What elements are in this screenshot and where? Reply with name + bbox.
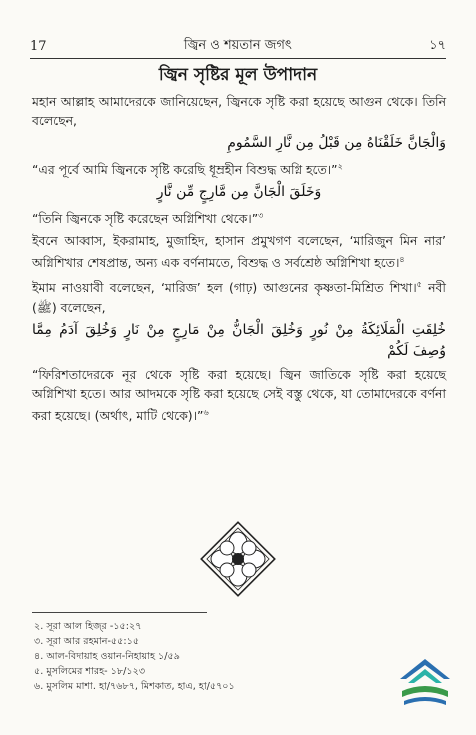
footnotes [34,619,356,694]
translation-2-text: “তিনি জ্বিনকে সৃষ্টি করেছেন অগ্নিশিখা থেকে।” [32,211,259,227]
body-text [32,92,446,428]
footnote-ref-5: ৫ [416,280,422,290]
page-number-left: 17 [30,38,47,54]
arabic-hadith: خُلِقَتِ الْمَلَائِكَةُ مِنْ نُورٍ وَخُلِقَ الْجَانُّ مِنْ مَارِجٍ مِنْ نَارٍ وَخُلِقَ آدَمُ مِمَّا وُصِفَ لَكُمْ [32,321,446,359]
translation-1 [32,157,446,179]
page-number-right: ১৭ [429,37,446,53]
footnote-5: ৫. মুসলিমের শারহ- ১৮/১২৩ [34,666,146,677]
paragraph-intro: মহান আল্লাহ আমাদেরকে জানিয়েছেন, জ্বিনকে সৃষ্টি করা হয়েছে আগুন থেকে। তিনি বলেছেন, [32,94,446,128]
translation-hadith-text: “ফিরিশতাদেরকে নূর থেকে সৃষ্টি করা হয়েছে। জ্বিন জাতিকে সৃষ্টি করা হয়েছে অগ্নিশিখা হতে। আর আদমকে সৃষ্টি করা হয়েছে সেই বস্তু থেকে, যা তোমাদেরকে বর্ণনা করা হয়েছে। (অর্থাৎ, মাটি থেকে)।” [32,366,446,423]
arabic-verse-2: وَخَلَقَ الْجَانَّ مِن مَّارِجٍ مِّن نَّارٍ [156,184,322,201]
header-divider [30,58,446,59]
running-title: জ্বিন ও শয়তান জগৎ [183,37,292,53]
translation-2 [32,206,446,228]
paragraph-nawawi-text: ইমাম নাওয়াবী বলেছেন, ‘মারিজ’ হল (গাঢ়) আগুনের কৃষ্ণতা-মিশ্রিত শিখা। [32,280,417,296]
footnote-ref-4: ৪ [399,255,405,265]
page-header [30,36,446,56]
footnote-ref-3: ৩ [258,211,264,221]
translation-1-text: “এর পূর্বে আমি জ্বিনকে সৃষ্টি করেছি ধূম্রহীন বিশুদ্ধ অগ্নি হতে।” [32,162,338,178]
footnote-6: ৬. মুসলিম মাশা. হা/৭৬৮৭, মিশকাত, হাএ, হা/৫৭০১ [34,681,235,692]
footnote-4: ৪. আল-বিদায়াহ ওয়ান-নিহায়াহ ১/৫৯ [34,651,180,662]
paragraph-nawawi [32,275,446,316]
footnote-ref-6: ৬ [203,407,209,417]
footnote-ref-2: ২ [337,162,343,171]
arabic-verse-1: وَالْجَانَّ خَلَقْنَاهُ مِن قَبْلُ مِن نَّارِ السَّمُومِ [227,135,446,151]
footnote-2: ২. সূরা আল হিজ্‌র -১৫:২৭ [34,621,142,632]
section-title: জ্বিন সৃষ্টির মূল উপাদান [158,65,318,85]
publisher-logo-icon [394,655,456,713]
paragraph-scholars-text: ইবনে আব্বাস, ইকরামাহ, মুজাহিদ, হাসান প্রমুখগণ বলেছেন, ‘মারিজুন মিন নার’ অগ্নিশিখার শেষপ্রান্ত, অন্য এক বর্ণনামতে, বিশুদ্ধ ও সর্বশ্রেষ্ঠ অগ্নিশিখা হতে। [32,233,446,271]
paragraph-nawawi-tail: নবী (ﷺ) বলেছেন, [32,280,446,315]
footnote-3: ৩. সূরা আর রহমান-৫৫:১৫ [34,636,140,647]
paragraph-scholars [32,231,446,272]
footnote-divider [32,612,207,613]
translation-hadith [32,365,446,425]
flower-ornament-icon [192,513,284,605]
